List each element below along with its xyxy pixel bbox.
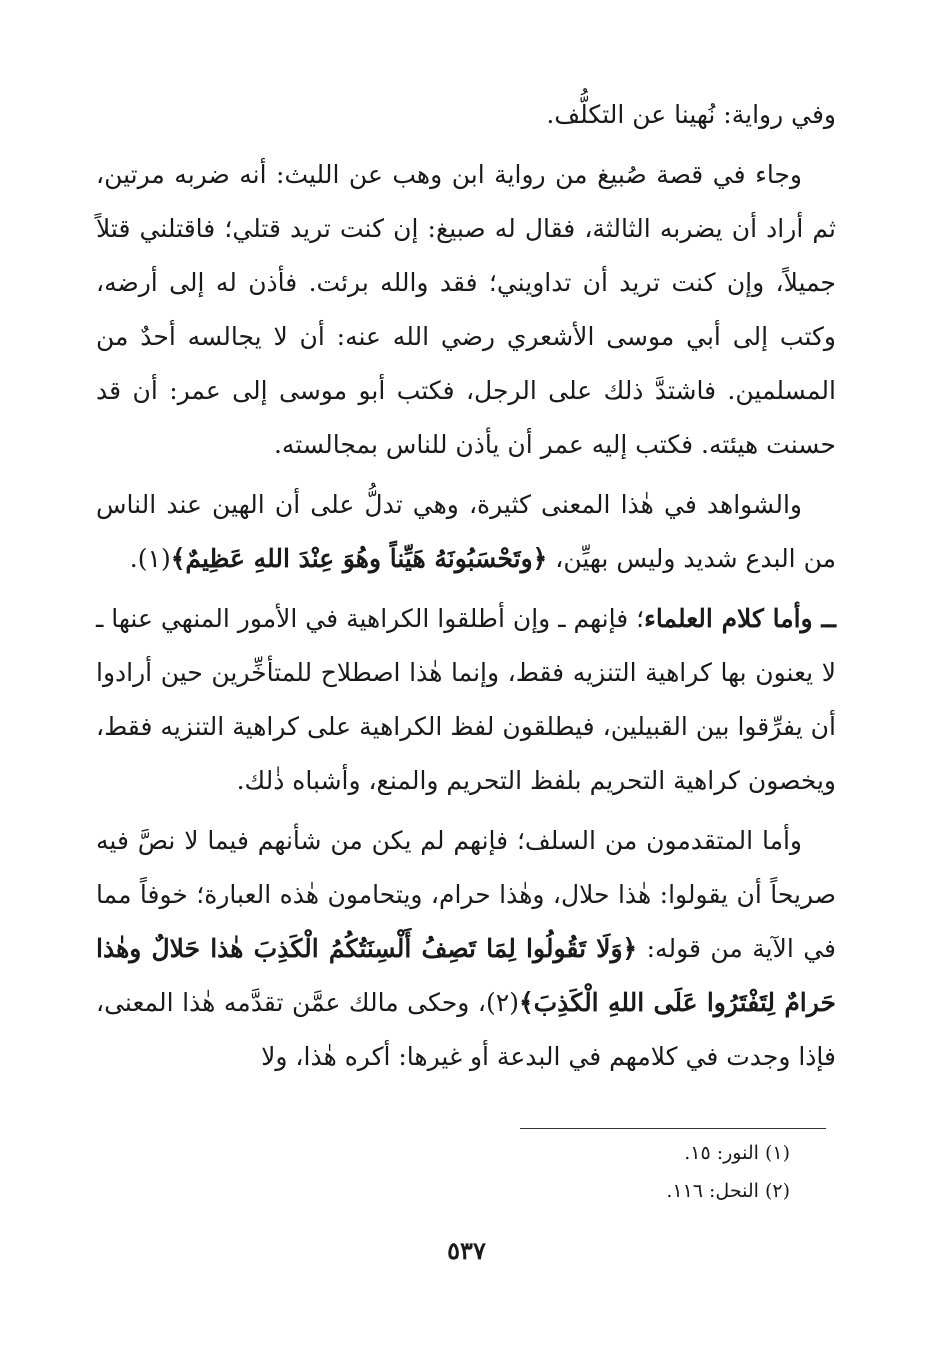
footnote-ref-1: (١). [129,544,171,573]
footnote-1-marker: (١) [764,1142,790,1164]
paragraph-2 [96,148,836,472]
paragraph-1-text: وفي رواية: نُهينا عن التكلُّف. [546,100,836,129]
footnote-divider [520,1128,826,1129]
paragraph-5 [96,814,836,1084]
paragraph-3-text: والشواهد في هٰذا المعنى كثيرة، وهي تدلُّ على أن الهين عند الناس من البدع شديد وليس بهيِّن، [96,490,836,573]
page-body [96,88,836,1090]
footnotes [500,1134,790,1210]
paragraph-2-text: وجاء في قصة صُبيغ من رواية ابن وهب عن الليث: أنه ضربه مرتين، ثم أراد أن يضربه الثالثة، فقال له صبيغ: إن كنت تريد قتلي؛ فاقتلني قتلاً جميلاً، وإن كنت تريد أن تداويني؛ فقد والله برئت. فأذن له إلى أرضه، وكتب إلى أبي موسى الأشعري رضي الله عنه: أن لا يجالسه أحدٌ من المسلمين. فاشتدَّ ذلك على الرجل، فكتب أبو موسى إلى عمر: أن قد حسنت هيئته. فكتب إليه عمر أن يأذن للناس بمجالسته. [96,160,836,459]
paragraph-3 [96,478,836,586]
paragraph-5-tail: (٢)، وحكى مالك عمَّن تقدَّمه هٰذا المعنى، فإذا وجدت في كلامهم في البدعة أو غيرها: أكره هٰذا، ولا [96,988,836,1071]
quran-verse-1: ﴿وتَحْسَبُونَهُ هَيِّناً وهُوَ عِنْدَ اللهِ عَظِيمٌ﴾ [170,544,548,573]
quran-verse-2: ﴿وَلَا تَقُولُوا لِمَا تَصِفُ أَلْسِنَتُكُمُ الْكَذِبَ هٰذا حَلالٌ وهٰذا حَرامٌ لِتَفْتَرُوا عَلَى اللهِ الْكَذِبَ﴾ [96,934,836,1017]
footnote-1-text: النور: ١٥. [684,1142,759,1164]
footnote-2 [500,1172,790,1210]
paragraph-4 [96,592,836,808]
paragraph-5-text: وأما المتقدمون من السلف؛ فإنهم لم يكن من شأنهم فيما لا نصَّ فيه صريحاً أن يقولوا: هٰذا حلال، وهٰذا حرام، ويتحامون هٰذه العبارة؛ خوفاً مما في الآية من قوله: [96,826,836,963]
footnote-2-text: النحل: ١١٦. [666,1180,759,1202]
footnote-2-marker: (٢) [764,1180,790,1202]
page-number: ٥٣٧ [447,1236,486,1265]
footnote-1 [500,1134,790,1172]
paragraph-4-text: ؛ فإنهم ـ وإن أطلقوا الكراهية في الأمور المنهي عنها ـ لا يعنون بها كراهية التنزيه فقط، وإنما هٰذا اصطلاح للمتأخِّرين حين أرادوا أن يفرِّقوا بين القبيلين، فيطلقون لفظ الكراهية على كراهية التنزيه فقط، ويخصون كراهية التحريم بلفظ التحريم والمنع، وأشباه ذٰلك. [96,604,836,795]
paragraph-1 [96,88,836,142]
paragraph-4-lead: ــ وأما كلام العلماء [644,604,837,633]
